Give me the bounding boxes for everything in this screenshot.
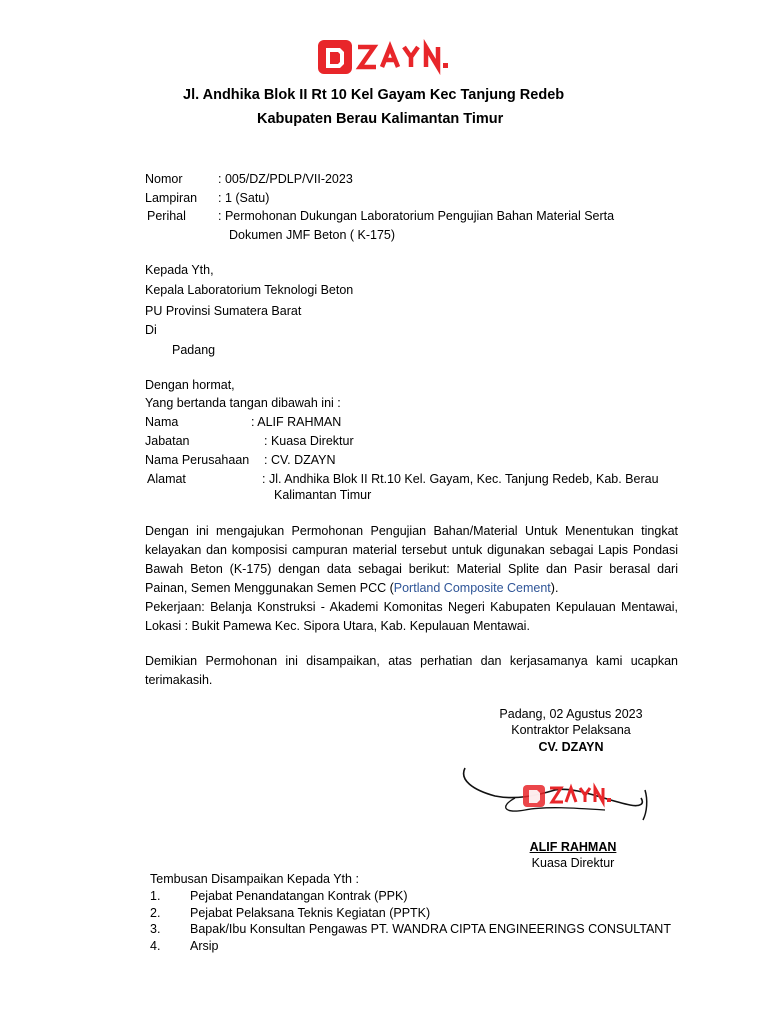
jabatan-label: Jabatan [145, 434, 190, 448]
undersigned-text: Yang bertanda tangan dibawah ini : [145, 396, 341, 410]
cc-item-2-text: Pejabat Pelaksana Teknis Kegiatan (PPTK) [190, 906, 431, 920]
nomor-label: Nomor [145, 172, 183, 186]
signature-stamp [455, 760, 665, 833]
perusahaan-value: : CV. DZAYN [264, 453, 336, 467]
lampiran-value: : 1 (Satu) [218, 191, 270, 205]
cc-item-4-text: Arsip [190, 939, 219, 953]
nama-label: Nama [145, 415, 179, 429]
cc-item-2-num: 2. [150, 906, 161, 920]
company-logo [318, 38, 468, 78]
alamat-label: Alamat [147, 472, 186, 486]
perihal-label: Perihal [147, 209, 186, 223]
lampiran-label: Lampiran [145, 191, 198, 205]
cc-item-1-text: Pejabat Penandatangan Kontrak (PPK) [190, 889, 408, 903]
alamat-value-cont: Kalimantan Timur [274, 488, 372, 502]
body-paragraph-1 [145, 522, 678, 598]
signature-name: ALIF RAHMAN [529, 840, 617, 854]
perihal-value-cont: Dokumen JMF Beton ( K-175) [229, 228, 396, 242]
body-paragraph-1-text: Dengan ini mengajukan Permohonan Pengujian Bahan/Material Untuk Menentukan tingkat kelayakan dan komposisi campuran material tersebut untuk digunakan sebagai Lapis Pondasi Bawah Beton (K-175) dengan data sebagai berikut: Material Splite dan Pasir berasal dari Painan, Semen Menggunakan Semen PCC ( [145, 524, 678, 595]
body-paragraph-2: Pekerjaan: Belanja Konstruksi - Akademi Komonitas Negeri Kabupaten Kepulauan Mentawai, Lokasi : Bukit Pamewa Kec. Sipora Utara, Kab. Kepulauan Mentawai. [145, 600, 678, 633]
cc-item-1-num: 1. [150, 889, 161, 903]
body-paragraph-1-highlight: Portland Composite Cement [393, 581, 551, 595]
body-paragraph-1-end: ). [550, 581, 559, 595]
header-address-line1: Jl. Andhika Blok II Rt 10 Kel Gayam Kec Tanjung Redeb [183, 87, 565, 103]
jabatan-value: : Kuasa Direktur [264, 434, 354, 448]
signature-title: Kuasa Direktur [531, 856, 615, 870]
signature-place-date: Padang, 02 Agustus 2023 [499, 707, 643, 721]
perihal-value: : Permohonan Dukungan Laboratorium Pengujian Bahan Material Serta [218, 209, 615, 223]
cc-item-3-text: Bapak/Ibu Konsultan Pengawas PT. WANDRA CIPTA ENGINEERINGS CONSULTANT [190, 922, 671, 936]
header-address-line2: Kabupaten Berau Kalimantan Timur [257, 111, 504, 127]
nama-value: : ALIF RAHMAN [251, 415, 342, 429]
cc-item-3-num: 3. [150, 922, 161, 936]
alamat-value: : Jl. Andhika Blok II Rt.10 Kel. Gayam, Kec. Tanjung Redeb, Kab. Berau [262, 472, 659, 486]
perusahaan-label: Nama Perusahaan [145, 453, 250, 467]
recipient-line5: Padang [172, 343, 216, 357]
recipient-line2: Kepala Laboratorium Teknologi Beton [145, 283, 354, 297]
signature-company: CV. DZAYN [538, 740, 604, 754]
recipient-line3: PU Provinsi Sumatera Barat [145, 304, 302, 318]
greeting: Dengan hormat, [145, 378, 235, 392]
cc-heading: Tembusan Disampaikan Kepada Yth : [150, 872, 359, 886]
cc-item-4-num: 4. [150, 939, 161, 953]
nomor-value: : 005/DZ/PDLP/VII-2023 [218, 172, 353, 186]
recipient-line1: Kepada Yth, [145, 263, 214, 277]
recipient-line4: Di [145, 323, 157, 337]
signature-role: Kontraktor Pelaksana [511, 723, 631, 737]
body-paragraph-3: Demikian Permohonan ini disampaikan, atas perhatian dan kerjasamanya kami ucapkan terimakasih. [145, 654, 678, 687]
